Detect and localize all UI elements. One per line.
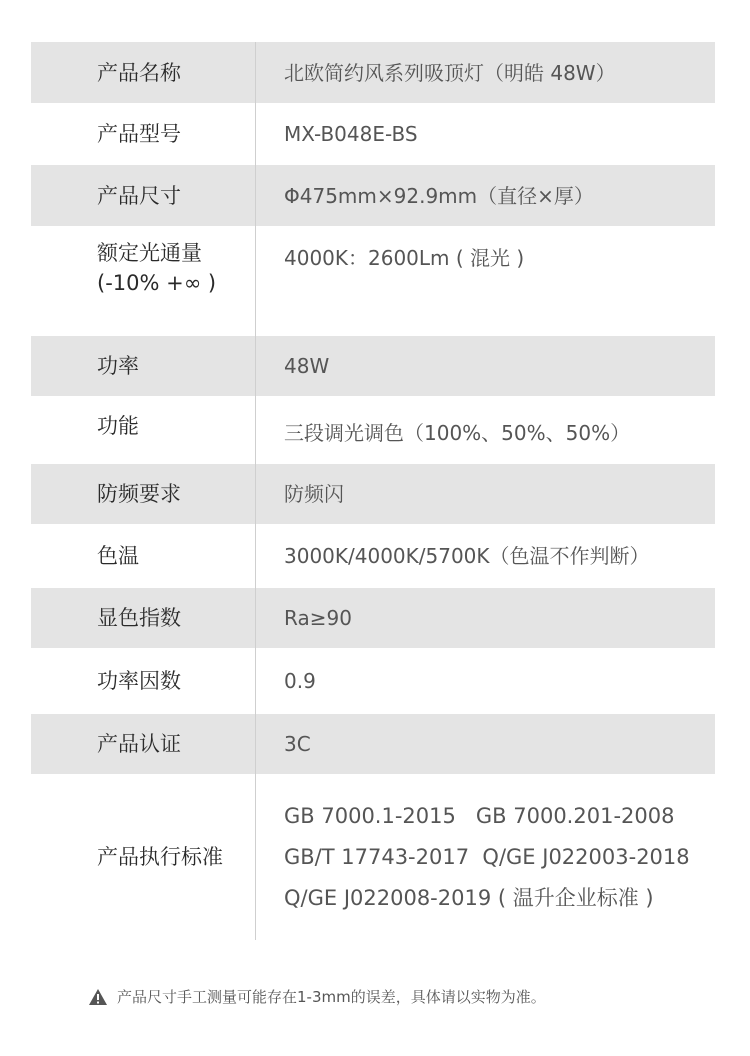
spec-label [31,226,255,336]
spec-value: 三段调光调色（100%、50%、50%） [255,396,715,464]
spec-label: 色温 [97,544,139,568]
spec-label: 产品认证 [97,732,181,756]
spec-label-line: 额定光通量 [97,241,202,265]
spec-label: 产品名称 [97,60,181,85]
spec-row-certification [31,714,715,774]
spec-value: 3C [255,714,715,774]
spec-value: Ra≥90 [255,588,715,648]
spec-label: 防频要求 [97,482,181,506]
spec-row-flicker [31,464,715,524]
spec-row-standards [31,774,715,940]
spec-label: 显色指数 [97,606,181,630]
spec-value: MX-B048E-BS [255,103,715,165]
spec-row-model [31,103,715,165]
spec-value: 3000K/4000K/5700K（色温不作判断） [255,524,715,588]
spec-label: 功能 [97,414,139,438]
spec-label: 产品执行标准 [97,845,223,869]
spec-row-color-temp [31,524,715,588]
spec-value: 北欧简约风系列吸顶灯（明皓 48W） [255,42,715,103]
spec-value: Φ475mm×92.9mm（直径×厚） [255,165,715,226]
spec-row-power-factor [31,648,715,714]
spec-table [31,42,715,940]
spec-row-power [31,336,715,396]
standard-line: Q/GE J022008-2019 ( 温升企业标准 ) [284,885,654,910]
warning-icon [88,988,108,1006]
measurement-note [88,986,546,1007]
spec-label: 产品型号 [97,122,181,146]
spec-row-product-name [31,42,715,103]
spec-label-line: (-10% +∞ ) [97,271,217,295]
spec-value [255,774,715,940]
spec-label: 功率 [97,354,139,378]
spec-value: 防频闪 [255,464,715,524]
spec-value: 0.9 [255,648,715,714]
spec-value: 48W [255,336,715,396]
spec-label: 功率因数 [97,669,181,693]
spec-value: 4000K：2600Lm ( 混光 ) [255,226,715,336]
standard-line: GB/T 17743-2017 Q/GE J022003-2018 [284,844,690,869]
spec-label: 产品尺寸 [97,183,181,208]
note-text: 产品尺寸手工测量可能存在1-3mm的误差，具体请以实物为准。 [117,988,546,1006]
spec-row-size [31,165,715,226]
spec-row-function [31,396,715,464]
spec-row-cri [31,588,715,648]
standard-line: GB 7000.1-2015 GB 7000.201-2008 [284,803,675,828]
spec-row-luminous-flux [31,226,715,336]
